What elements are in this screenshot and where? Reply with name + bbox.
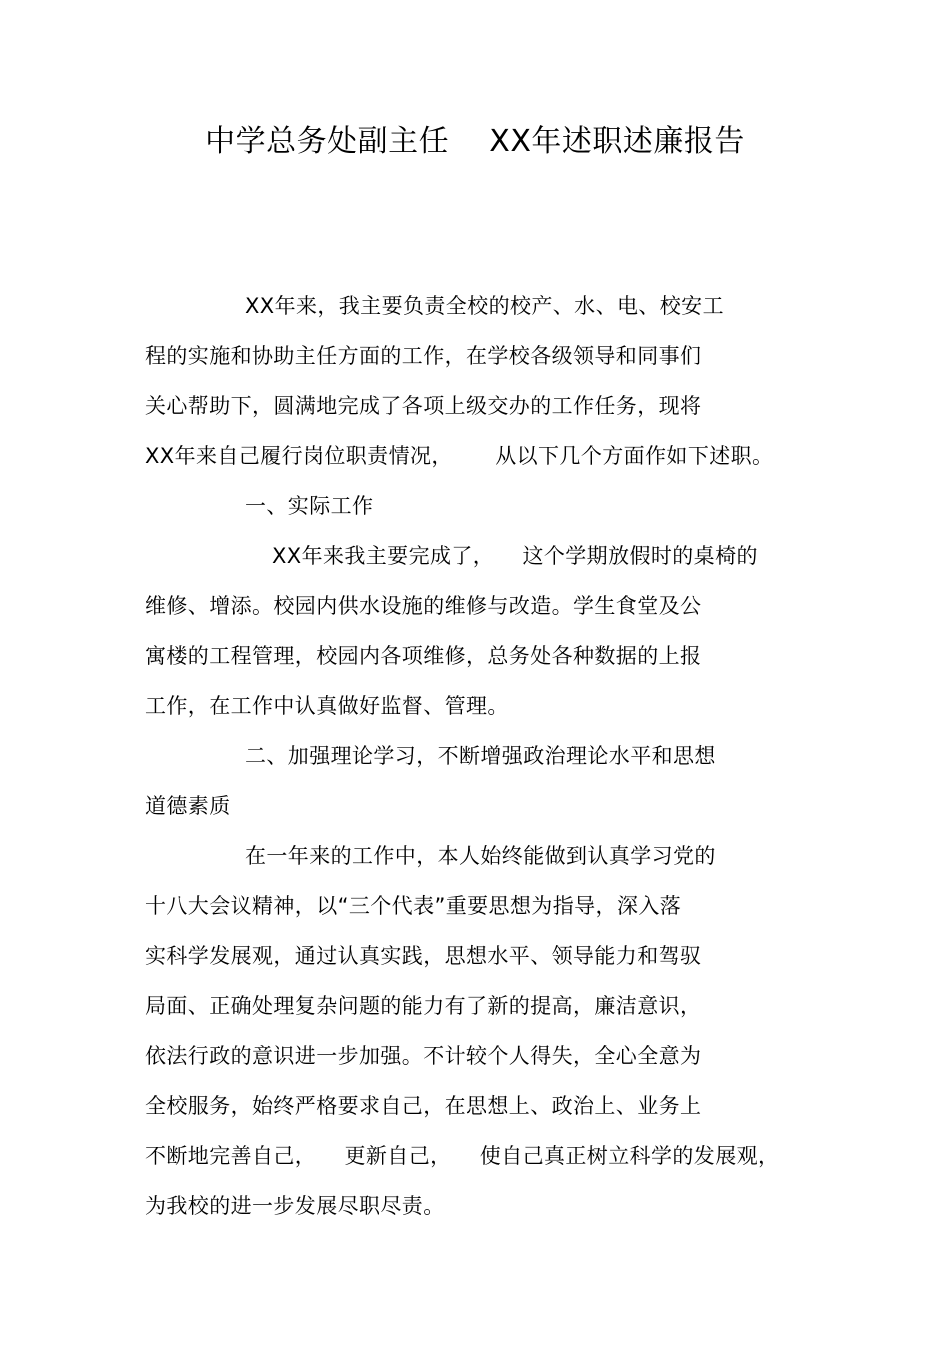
section-heading: 二、加强理论学习，不断增强政治理论水平和思想 — [245, 744, 716, 768]
paragraph-line: 寓楼的工程管理，校园内各项维修，总务处各种数据的上报 — [145, 644, 702, 668]
paragraph-line: 局面、正确处理复杂问题的能力有了新的提高，廉洁意识， — [145, 994, 702, 1018]
document-title: 中学总务处副主任 XX年述职述廉报告 — [205, 124, 745, 159]
paragraph-line: 程的实施和协助主任方面的工作，在学校各级领导和同事们 — [145, 344, 702, 368]
paragraph-line: XX年来自己履行岗位职责情况， 从以下几个方面作如下述职。 — [145, 444, 774, 468]
paragraph-line: 十八大会议精神，以“三个代表”重要思想为指导，深入落 — [145, 894, 682, 918]
paragraph-line: 为我校的进一步发展尽职尽责。 — [145, 1194, 445, 1218]
paragraph-line: 在一年来的工作中，本人始终能做到认真学习党的 — [245, 844, 716, 868]
paragraph-line: 工作，在工作中认真做好监督、管理。 — [145, 694, 509, 718]
paragraph-line: 依法行政的意识进一步加强。不计较个人得失，全心全意为 — [145, 1044, 702, 1068]
paragraph-line: 关心帮助下，圆满地完成了各项上级交办的工作任务，现将 — [145, 394, 702, 418]
paragraph-line: 全校服务，始终严格要求自己，在思想上、政治上、业务上 — [145, 1094, 702, 1118]
section-heading: 一、实际工作 — [245, 494, 374, 518]
section-heading: 道德素质 — [145, 794, 231, 818]
paragraph-line: 不断地完善自己， 更新自己， 使自己真正树立科学的发展观， — [145, 1144, 780, 1168]
paragraph-line: XX年来我主要完成了， 这个学期放假时的桌椅的 — [272, 544, 758, 568]
paragraph-line: XX年来，我主要负责全校的校产、水、电、校安工 — [245, 294, 724, 318]
paragraph-line: 实科学发展观，通过认真实践，思想水平、领导能力和驾驭 — [145, 944, 702, 968]
paragraph-line: 维修、增添。校园内供水设施的维修与改造。学生食堂及公 — [145, 594, 702, 618]
